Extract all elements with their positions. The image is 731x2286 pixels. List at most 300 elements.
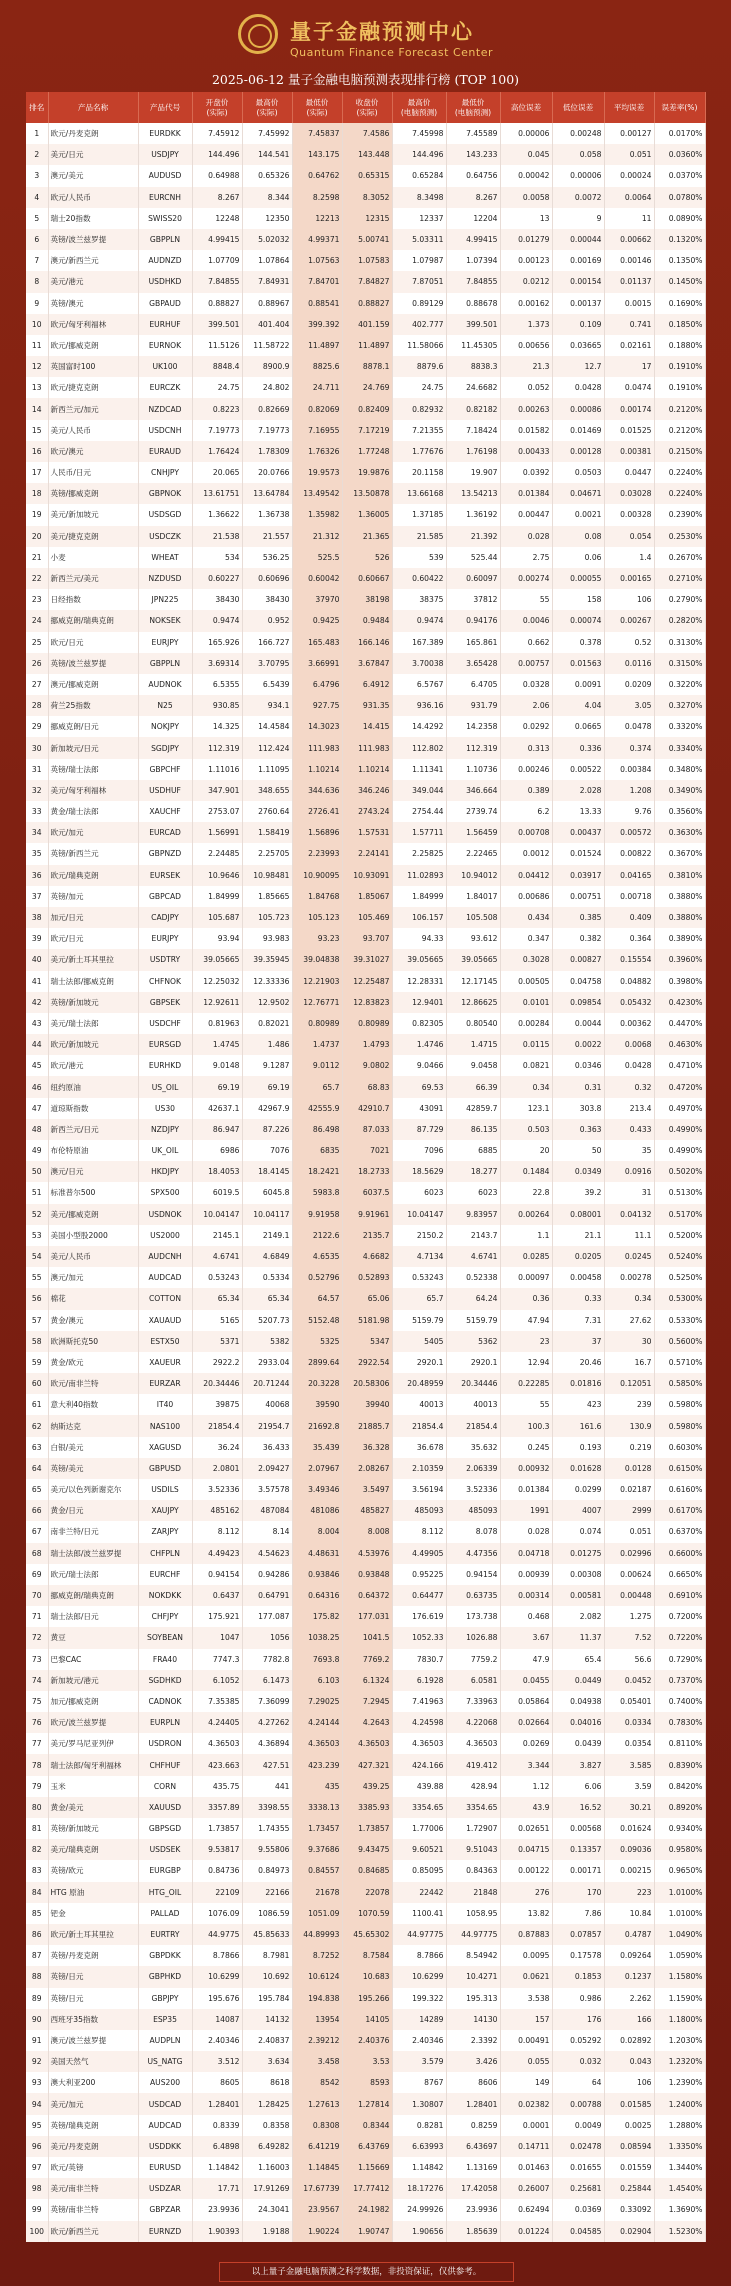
- table-cell: 31: [26, 759, 48, 780]
- table-cell: 2122.6: [292, 1225, 342, 1246]
- table-cell: GBPDKK: [138, 1945, 192, 1966]
- table-cell: 22.8: [500, 1182, 552, 1203]
- table-cell: 1.486: [242, 1034, 292, 1055]
- table-cell: 10.04147: [192, 1204, 242, 1225]
- table-cell: 0.12051: [604, 1373, 654, 1394]
- table-cell: 10.6124: [292, 1966, 342, 1987]
- table-cell: 9.76: [604, 801, 654, 822]
- table-row: [26, 293, 705, 314]
- table-cell: 2150.2: [392, 1225, 446, 1246]
- table-cell: 5.02032: [242, 229, 292, 250]
- table-cell: 0.02187: [604, 1479, 654, 1500]
- table-cell: 2143.7: [446, 1225, 500, 1246]
- table-cell: 0.00171: [552, 1860, 604, 1881]
- table-cell: 1038.25: [292, 1627, 342, 1648]
- table-cell: 4.6535: [292, 1246, 342, 1267]
- table-cell: EURDKK: [138, 123, 192, 144]
- table-cell: 新加坡元/日元: [48, 737, 138, 758]
- table-cell: 485162: [192, 1500, 242, 1521]
- table-cell: 177.087: [242, 1606, 292, 1627]
- table-cell: 936.16: [392, 695, 446, 716]
- table-row: [26, 504, 705, 525]
- table-cell: 0.245: [500, 1437, 552, 1458]
- table-cell: 158: [552, 589, 604, 610]
- table-cell: 16: [26, 441, 48, 462]
- table-cell: 0.00174: [604, 398, 654, 419]
- table-cell: 美元/匈牙利福林: [48, 780, 138, 801]
- table-cell: XAGUSD: [138, 1437, 192, 1458]
- table-cell: 1051.09: [292, 1903, 342, 1924]
- table-cell: 20.58306: [342, 1373, 392, 1394]
- table-row: [26, 992, 705, 1013]
- table-cell: 927.75: [292, 695, 342, 716]
- table-cell: 0.00708: [500, 822, 552, 843]
- table-cell: 934.1: [242, 695, 292, 716]
- table-cell: 6.5439: [242, 674, 292, 695]
- table-cell: 0.82182: [446, 398, 500, 419]
- table-cell: 7747.3: [192, 1649, 242, 1670]
- table-cell: 0.04882: [604, 971, 654, 992]
- table-cell: 0.00274: [500, 568, 552, 589]
- table-cell: 7.52: [604, 1627, 654, 1648]
- table-cell: 0.53243: [192, 1267, 242, 1288]
- table-cell: 欧元/新加坡元: [48, 1034, 138, 1055]
- table-row: [26, 1924, 705, 1945]
- table-cell: 美元/人民币: [48, 420, 138, 441]
- table-cell: 0.0428: [604, 1055, 654, 1076]
- table-cell: 53: [26, 1225, 48, 1246]
- table-cell: 7693.8: [292, 1649, 342, 1670]
- table-cell: 0.09854: [552, 992, 604, 1013]
- table-cell: 13.49542: [292, 483, 342, 504]
- table-cell: 0.1880%: [654, 335, 705, 356]
- table-cell: 130.9: [604, 1415, 654, 1436]
- table-row: [26, 737, 705, 758]
- table-cell: 10.93091: [342, 865, 392, 886]
- table-cell: 瑞士法郎/匈牙利福林: [48, 1754, 138, 1775]
- table-cell: 39.05665: [192, 949, 242, 970]
- table-cell: 2145.1: [192, 1225, 242, 1246]
- table-cell: 0.09264: [604, 1945, 654, 1966]
- table-cell: 英镑/挪威克朗: [48, 483, 138, 504]
- table-cell: USDSEK: [138, 1839, 192, 1860]
- table-cell: 1.85665: [242, 886, 292, 907]
- table-cell: 0.1320%: [654, 229, 705, 250]
- table-cell: 5: [26, 208, 48, 229]
- table-cell: 3338.13: [292, 1797, 342, 1818]
- table-cell: 8.078: [446, 1521, 500, 1542]
- table-cell: 2760.64: [242, 801, 292, 822]
- table-cell: 0.0299: [552, 1479, 604, 1500]
- table-cell: 0.64791: [242, 1585, 292, 1606]
- table-cell: 0.741: [604, 314, 654, 335]
- table-cell: 7021: [342, 1140, 392, 1161]
- table-row: [26, 843, 705, 864]
- table-cell: 0.409: [604, 907, 654, 928]
- table-cell: 澳元/波兰兹罗提: [48, 2030, 138, 2051]
- table-row: [26, 1882, 705, 1903]
- table-cell: 41: [26, 971, 48, 992]
- table-cell: 0.15554: [604, 949, 654, 970]
- table-cell: 4.53976: [342, 1543, 392, 1564]
- table-cell: 12.94: [500, 1352, 552, 1373]
- table-cell: 0.00006: [500, 123, 552, 144]
- table-cell: 144.541: [242, 144, 292, 165]
- table-cell: 4.6682: [342, 1246, 392, 1267]
- table-cell: 75: [26, 1691, 48, 1712]
- table-cell: 30.21: [604, 1797, 654, 1818]
- table-row: [26, 1776, 705, 1797]
- table-cell: 2922.54: [342, 1352, 392, 1373]
- table-cell: 人民币/日元: [48, 462, 138, 483]
- table-cell: 20.1158: [392, 462, 446, 483]
- table-cell: 106: [604, 2072, 654, 2093]
- table-cell: 20: [26, 526, 48, 547]
- table-cell: 0.14711: [500, 2136, 552, 2157]
- table-cell: 1.12: [500, 1776, 552, 1797]
- table-row: [26, 2199, 705, 2220]
- table-cell: 3.66991: [292, 653, 342, 674]
- table-cell: 0.0021: [552, 504, 604, 525]
- table-cell: 0.00362: [604, 1013, 654, 1034]
- table-cell: 欧元/新土耳其里拉: [48, 1924, 138, 1945]
- table-row: [26, 1649, 705, 1670]
- table-cell: 7.84701: [292, 271, 342, 292]
- table-cell: 4.49905: [392, 1543, 446, 1564]
- table-cell: 1.72907: [446, 1818, 500, 1839]
- table-cell: 439.25: [342, 1776, 392, 1797]
- table-cell: 6.4796: [292, 674, 342, 695]
- table-cell: 澳元/加元: [48, 1267, 138, 1288]
- table-cell: 427.51: [242, 1754, 292, 1775]
- table-cell: 43: [26, 1013, 48, 1034]
- table-cell: 10.683: [342, 1966, 392, 1987]
- table-cell: 7.45837: [292, 123, 342, 144]
- table-cell: 0.0046: [500, 610, 552, 631]
- table-cell: 挪威克朗/日元: [48, 716, 138, 737]
- table-cell: 8.7584: [342, 1945, 392, 1966]
- table-cell: CHFHUF: [138, 1754, 192, 1775]
- table-cell: USDRON: [138, 1733, 192, 1754]
- table-cell: 11.4897: [342, 335, 392, 356]
- table-cell: 68.83: [342, 1076, 392, 1097]
- table-cell: 112.802: [392, 737, 446, 758]
- table-cell: 0.1910%: [654, 377, 705, 398]
- table-cell: 3385.93: [342, 1797, 392, 1818]
- table-cell: 21: [26, 547, 48, 568]
- table-cell: 0.02892: [604, 2030, 654, 2051]
- table-cell: 1.36192: [446, 504, 500, 525]
- table-cell: 0.0452: [604, 1670, 654, 1691]
- table-cell: 0.01624: [604, 1818, 654, 1839]
- table-cell: 1.73857: [342, 1818, 392, 1839]
- table-cell: 2.06339: [446, 1458, 500, 1479]
- table-cell: AUDNZD: [138, 250, 192, 271]
- column-header: 产品代号: [138, 92, 192, 123]
- table-cell: 0.3340%: [654, 737, 705, 758]
- table-cell: 0.00568: [552, 1818, 604, 1839]
- table-cell: 18: [26, 483, 48, 504]
- table-cell: 0.81963: [192, 1013, 242, 1034]
- table-cell: 0.00097: [500, 1267, 552, 1288]
- table-cell: 6.4912: [342, 674, 392, 695]
- table-row: [26, 1161, 705, 1182]
- table-cell: 21692.8: [292, 1415, 342, 1436]
- table-cell: 钯金: [48, 1903, 138, 1924]
- table-cell: 4.99415: [446, 229, 500, 250]
- table-cell: 0.468: [500, 1606, 552, 1627]
- table-cell: 1.9188: [242, 2221, 292, 2242]
- table-cell: 8605: [192, 2072, 242, 2093]
- table-cell: 欧元/瑞士法郎: [48, 1564, 138, 1585]
- table-cell: AUDNOK: [138, 674, 192, 695]
- table-cell: 1.36738: [242, 504, 292, 525]
- table-cell: 13.66168: [392, 483, 446, 504]
- table-cell: 2726.41: [292, 801, 342, 822]
- table-cell: 1.56896: [292, 822, 342, 843]
- table-cell: NZDJPY: [138, 1119, 192, 1140]
- table-cell: EURHUF: [138, 314, 192, 335]
- table-cell: 7769.2: [342, 1649, 392, 1670]
- table-cell: 1.76424: [192, 441, 242, 462]
- table-cell: 10.98481: [242, 865, 292, 886]
- table-cell: 50: [552, 1140, 604, 1161]
- table-cell: 2922.2: [192, 1352, 242, 1373]
- table-cell: USDCHF: [138, 1013, 192, 1034]
- table-cell: SGDJPY: [138, 737, 192, 758]
- table-cell: 24.1982: [342, 2199, 392, 2220]
- table-cell: USDCNH: [138, 420, 192, 441]
- table-cell: 195.266: [342, 1988, 392, 2009]
- table-cell: 39.05665: [446, 949, 500, 970]
- table-cell: 0.0449: [552, 1670, 604, 1691]
- table-cell: USDDKK: [138, 2136, 192, 2157]
- table-cell: 4.36503: [342, 1733, 392, 1754]
- table-cell: 欧元/新西兰元: [48, 2221, 138, 2242]
- table-cell: 23.9567: [292, 2199, 342, 2220]
- table-cell: 0.5334: [242, 1267, 292, 1288]
- table-cell: 349.044: [392, 780, 446, 801]
- table-cell: 199.322: [392, 1988, 446, 2009]
- table-cell: 欧元/日元: [48, 928, 138, 949]
- table-cell: 0.6150%: [654, 1458, 705, 1479]
- table-cell: 22166: [242, 1882, 292, 1903]
- table-cell: 1.76326: [292, 441, 342, 462]
- table-cell: USDTRY: [138, 949, 192, 970]
- table-cell: 39940: [342, 1394, 392, 1415]
- table-cell: 94.33: [392, 928, 446, 949]
- table-cell: 11.45305: [446, 335, 500, 356]
- table-cell: 7.21355: [392, 420, 446, 441]
- table-cell: NZDUSD: [138, 568, 192, 589]
- table-cell: 标准普尔500: [48, 1182, 138, 1203]
- table-cell: 南非兰特/日元: [48, 1521, 138, 1542]
- table-row: [26, 1585, 705, 1606]
- table-row: [26, 187, 705, 208]
- table-row: [26, 1140, 705, 1161]
- table-cell: 1.36622: [192, 504, 242, 525]
- table-cell: 1.0100%: [654, 1882, 705, 1903]
- table-cell: 39.04838: [292, 949, 342, 970]
- table-cell: 0.0447: [604, 462, 654, 483]
- table-cell: 27.62: [604, 1310, 654, 1331]
- table-cell: 526: [342, 547, 392, 568]
- table-cell: 6.5767: [392, 674, 446, 695]
- table-cell: XAUCHF: [138, 801, 192, 822]
- table-cell: 7.87051: [392, 271, 446, 292]
- table-cell: 7.33963: [446, 1691, 500, 1712]
- table-cell: 0.04671: [552, 483, 604, 504]
- table-cell: 47: [26, 1098, 48, 1119]
- table-cell: 1.2320%: [654, 2051, 705, 2072]
- table-cell: 白银/美元: [48, 1437, 138, 1458]
- table-cell: 0.0346: [552, 1055, 604, 1076]
- table-row: [26, 2051, 705, 2072]
- table-cell: 344.636: [292, 780, 342, 801]
- table-cell: 5347: [342, 1331, 392, 1352]
- table-cell: 0.53243: [392, 1267, 446, 1288]
- table-cell: 0.4710%: [654, 1055, 705, 1076]
- table-cell: 0.04758: [552, 971, 604, 992]
- table-cell: 8.344: [242, 187, 292, 208]
- table-cell: 0.00822: [604, 843, 654, 864]
- table-cell: 0.00384: [604, 759, 654, 780]
- table-cell: 8.7252: [292, 1945, 342, 1966]
- table-cell: 3.05: [604, 695, 654, 716]
- table-cell: 0.0044: [552, 1013, 604, 1034]
- table-cell: 6037.5: [342, 1182, 392, 1203]
- table-cell: 399.392: [292, 314, 342, 335]
- table-cell: 1041.5: [342, 1627, 392, 1648]
- table-cell: 西班牙35指数: [48, 2009, 138, 2030]
- table-cell: 1052.33: [392, 1627, 446, 1648]
- table-cell: 93.707: [342, 928, 392, 949]
- table-cell: 143.175: [292, 144, 342, 165]
- table-cell: 0.64762: [292, 165, 342, 186]
- table-cell: 0.8358: [242, 2115, 292, 2136]
- table-cell: 澳元/美元: [48, 165, 138, 186]
- table-cell: 1.10214: [292, 759, 342, 780]
- table-cell: 0.00328: [604, 504, 654, 525]
- table-cell: 0.84973: [242, 1860, 292, 1881]
- table-cell: 0.00381: [604, 441, 654, 462]
- table-cell: EURNOK: [138, 335, 192, 356]
- table-cell: 0.00165: [604, 568, 654, 589]
- table-cell: 21854.4: [192, 1415, 242, 1436]
- table-cell: 4.49423: [192, 1543, 242, 1564]
- table-cell: 38: [26, 907, 48, 928]
- table-row: [26, 949, 705, 970]
- table-cell: 7.31: [552, 1310, 604, 1331]
- table-cell: 487084: [242, 1500, 292, 1521]
- table-cell: 0.5240%: [654, 1246, 705, 1267]
- table-cell: 5405: [392, 1331, 446, 1352]
- table-cell: 2.39212: [292, 2030, 342, 2051]
- table-cell: 0.00458: [552, 1267, 604, 1288]
- table-cell: 0.82932: [392, 398, 446, 419]
- table-cell: 2.75: [500, 547, 552, 568]
- table-cell: 10.6299: [192, 1966, 242, 1987]
- table-cell: 3398.55: [242, 1797, 292, 1818]
- table-row: [26, 483, 705, 504]
- table-cell: 0.3880%: [654, 886, 705, 907]
- table-cell: 195.313: [446, 1988, 500, 2009]
- table-cell: 0.03028: [604, 483, 654, 504]
- table-cell: 0.0116: [604, 653, 654, 674]
- table-cell: 1.84999: [392, 886, 446, 907]
- table-cell: 0.00127: [604, 123, 654, 144]
- table-cell: 0.7830%: [654, 1712, 705, 1733]
- table-cell: 35: [604, 1140, 654, 1161]
- table-cell: 428.94: [446, 1776, 500, 1797]
- table-cell: 5362: [446, 1331, 500, 1352]
- page-title: 2025-06-12 量子金融电脑预测表现排行榜 (TOP 100): [211, 72, 520, 87]
- table-cell: 13: [500, 208, 552, 229]
- table-cell: 0.00624: [604, 1564, 654, 1585]
- table-cell: 96: [26, 2136, 48, 2157]
- table-cell: 0.00154: [552, 271, 604, 292]
- table-cell: 8.267: [192, 187, 242, 208]
- column-header: 收盘价 (实际): [342, 92, 392, 123]
- table-cell: 0.3130%: [654, 632, 705, 653]
- table-cell: 63: [26, 1437, 48, 1458]
- table-cell: EURJPY: [138, 928, 192, 949]
- table-cell: 1.0100%: [654, 1903, 705, 1924]
- table-cell: 0.4990%: [654, 1119, 705, 1140]
- table-cell: 美元/港元: [48, 271, 138, 292]
- column-header: 最低价 (实际): [292, 92, 342, 123]
- table-cell: 美国天然气: [48, 2051, 138, 2072]
- table-cell: 6.1473: [242, 1670, 292, 1691]
- table-cell: 0.5980%: [654, 1394, 705, 1415]
- table-cell: 19: [26, 504, 48, 525]
- table-cell: 0.0128: [604, 1458, 654, 1479]
- table-cell: 美元/新加坡元: [48, 504, 138, 525]
- table-cell: 105.508: [446, 907, 500, 928]
- table-cell: 0.4990%: [654, 1140, 705, 1161]
- table-cell: 0.3220%: [654, 674, 705, 695]
- table-cell: 105.123: [292, 907, 342, 928]
- table-cell: 5.03311: [392, 229, 446, 250]
- table-cell: 12204: [446, 208, 500, 229]
- table-cell: 28: [26, 695, 48, 716]
- table-cell: 5325: [292, 1331, 342, 1352]
- table-row: [26, 2178, 705, 2199]
- table-cell: 4.99415: [192, 229, 242, 250]
- table-cell: 0.00215: [604, 1860, 654, 1881]
- table-cell: 3.57578: [242, 1479, 292, 1500]
- table-row: [26, 568, 705, 589]
- table-cell: 0.04132: [604, 1204, 654, 1225]
- table-cell: 24.3041: [242, 2199, 292, 2220]
- brand-name-cn: 量子金融预测中心: [290, 19, 474, 44]
- table-cell: 50: [26, 1161, 48, 1182]
- table-cell: 0.1910%: [654, 356, 705, 377]
- table-cell: 65.34: [242, 1288, 292, 1309]
- table-cell: 399.501: [192, 314, 242, 335]
- table-cell: 112.319: [446, 737, 500, 758]
- table-cell: 14087: [192, 2009, 242, 2030]
- table-cell: 105.469: [342, 907, 392, 928]
- table-row: [26, 801, 705, 822]
- table-cell: 100: [26, 2221, 48, 2242]
- table-cell: 4.27262: [242, 1712, 292, 1733]
- table-cell: 0.6030%: [654, 1437, 705, 1458]
- table-cell: AUDCAD: [138, 1267, 192, 1288]
- table-cell: 0.4630%: [654, 1034, 705, 1055]
- column-header: 低位误差: [552, 92, 604, 123]
- table-cell: 0.80540: [446, 1013, 500, 1034]
